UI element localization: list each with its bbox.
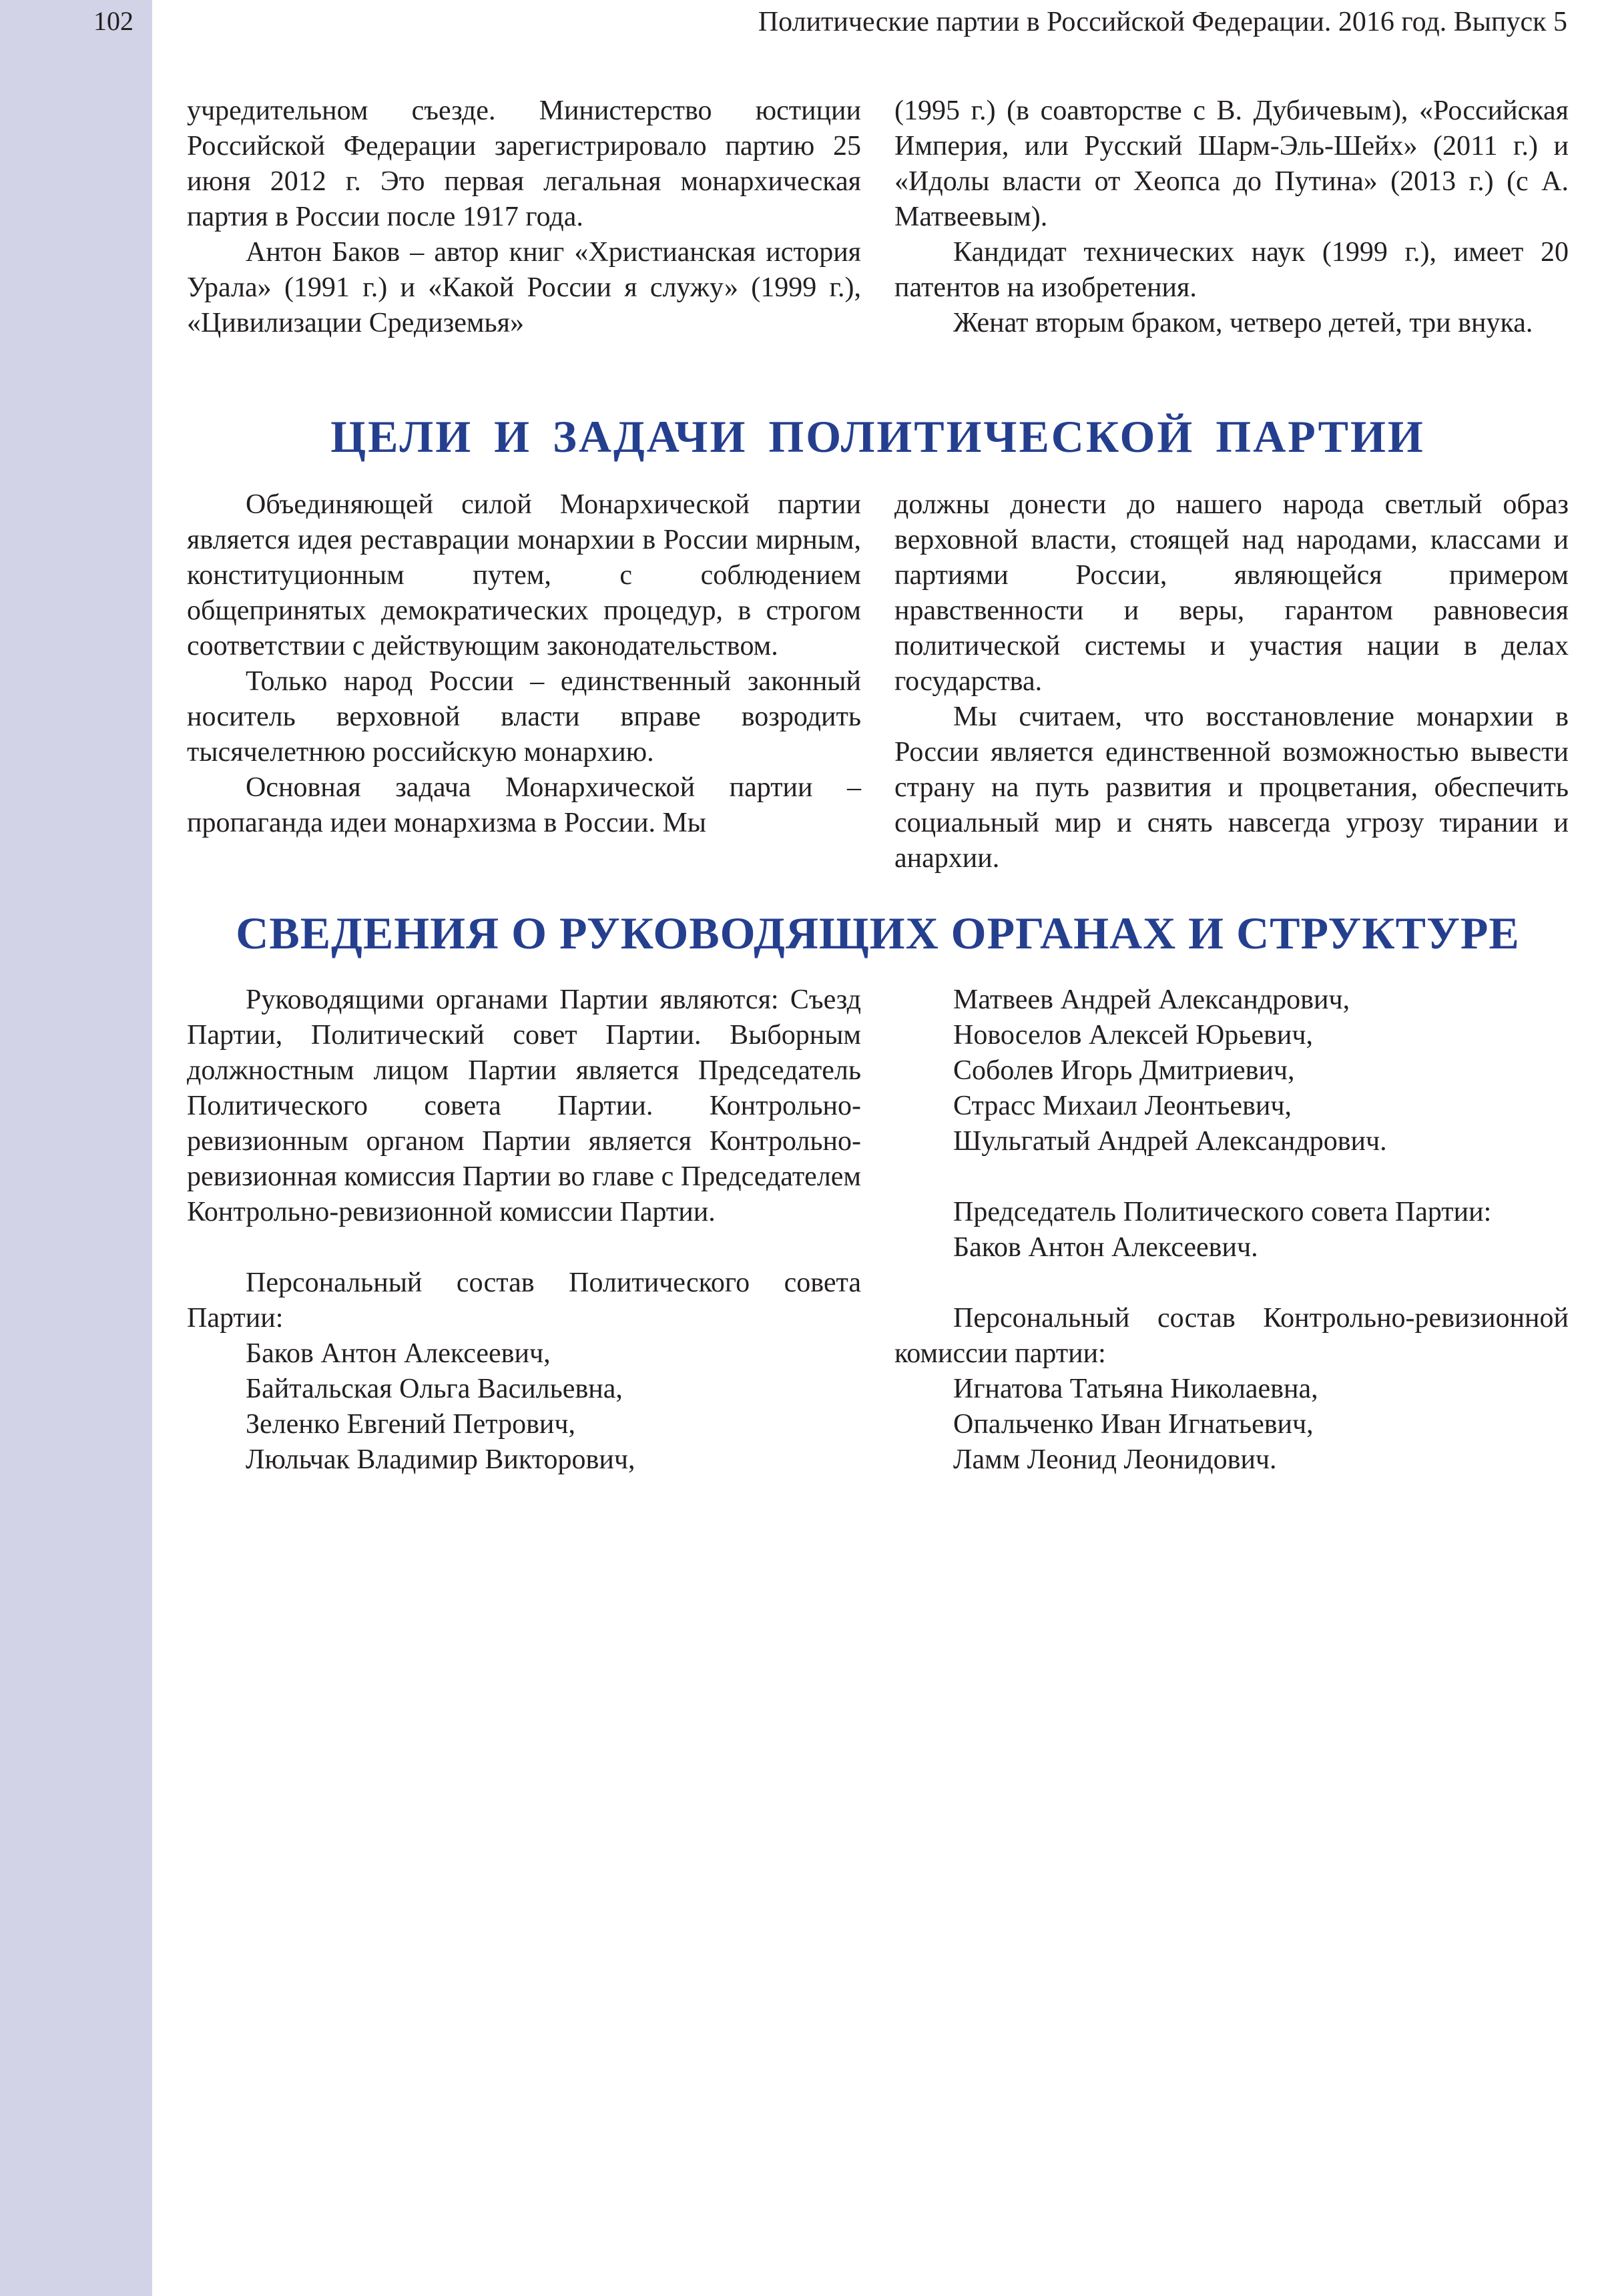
structure-left-column [187,982,861,1478]
intro-section [187,93,1569,341]
structure-heading-wrap [187,906,1569,960]
goals-heading-wrap [187,410,1569,463]
council-member: Новоселов Алексей Юрьевич, [953,1020,1313,1051]
council-member: Люльчак Владимир Викторович, [246,1444,635,1475]
council-member: Страсс Михаил Леонтьевич, [953,1091,1292,1121]
structure-right-column [894,982,1569,1478]
running-title: Политические партии в Российской Федерации. 2016 год. Выпуск 5 [758,7,1567,37]
goals-section [187,487,1569,876]
council-member: Баков Антон Алексеевич, [246,1338,551,1369]
governing-bodies-paragraph: Руководящими органами Партии являются: Съезд Партии, Политический совет Партии. Выборным должностным лицом Партии является Председатель Политического совета Партии. Контрольно-ревизионным органом Партии является Контрольно-ревизионная комиссия Партии во главе с Председателем Контрольно-ревизионной комиссии Партии. [187,984,861,1227]
audit-commission-label: Персональный состав Контрольно-ревизионной комиссии партии: [894,1303,1569,1369]
intro-paragraph: учредительном съезде. Министерство юстиции Российской Федерации зарегистрировало партию 25 июня 2012 г. Это первая легальная монархическая партия в России после 1917 года. [187,95,861,232]
goals-left-column [187,487,861,876]
council-label: Персональный состав Политического совета Партии: [187,1267,861,1334]
intro-paragraph: Антон Баков – автор книг «Христианская история Урала» (1991 г.) и «Какой России я служу» (1999 г.), «Цивилизации Средиземья» [187,237,861,338]
goals-paragraph: Объединяющей силой Монархической партии является идея реставрации монархии в России мирным, конституционным путем, с соблюдением общепринятых демократических процедур, в строгом соответствии с действующим законодательством. [187,489,861,661]
intro-paragraph: Кандидат технических наук (1999 г.), имеет 20 патентов на изобретения. [894,237,1569,303]
council-member: Зеленко Евгений Петрович, [246,1409,576,1440]
goals-heading: ЦЕЛИ И ЗАДАЧИ ПОЛИТИЧЕСКОЙ ПАРТИИ [330,411,1425,462]
council-member: Матвеев Андрей Александрович, [953,984,1350,1015]
structure-heading: СВЕДЕНИЯ О РУКОВОДЯЩИХ ОРГАНАХ И СТРУКТУРЕ [236,908,1520,958]
chairman-name: Баков Антон Алексеевич. [953,1232,1258,1263]
council-member: Шульгатый Андрей Александрович. [953,1126,1387,1157]
council-member: Байтальская Ольга Васильевна, [246,1374,623,1404]
council-member: Соболев Игорь Дмитриевич, [953,1055,1295,1086]
audit-member: Ламм Леонид Леонидович. [953,1444,1277,1475]
goals-right-column [894,487,1569,876]
intro-paragraph: Женат вторым браком, четверо детей, три внука. [953,308,1533,338]
page-number: 102 [93,6,134,36]
goals-paragraph: Мы считаем, что восстановление монархии в России является единственной возможностью вывести страну на путь развития и процветания, обеспечить социальный мир и снять навсегда угрозу тирании и анархии. [894,701,1569,874]
intro-right-column [894,93,1569,341]
audit-member: Опальченко Иван Игнатьевич, [953,1409,1314,1440]
page-margin-band [0,0,152,2296]
intro-left-column [187,93,861,341]
goals-paragraph: Основная задача Монархической партии – пропаганда идеи монархизма в России. Мы [187,772,861,838]
chairman-label: Председатель Политического совета Партии: [953,1197,1492,1227]
goals-paragraph: должны донести до нашего народа светлый образ верховной власти, стоящей над народами, классами и партиями России, являющейся примером нравственности и веры, гарантом равновесия политической системы и участия нации в делах государства. [894,489,1569,697]
intro-paragraph: (1995 г.) (в соавторстве с В. Дубичевым), «Российская Империя, или Русский Шарм-Эль-Шейх» (2011 г.) и «Идолы власти от Хеопса до Путина» (2013 г.) (с А. Матвеевым). [894,95,1569,232]
structure-section [187,982,1569,1478]
audit-member: Игнатова Татьяна Николаевна, [953,1374,1318,1404]
goals-paragraph: Только народ России – единственный законный носитель верховной власти вправе возродить тысячелетнюю российскую монархию. [187,666,861,768]
